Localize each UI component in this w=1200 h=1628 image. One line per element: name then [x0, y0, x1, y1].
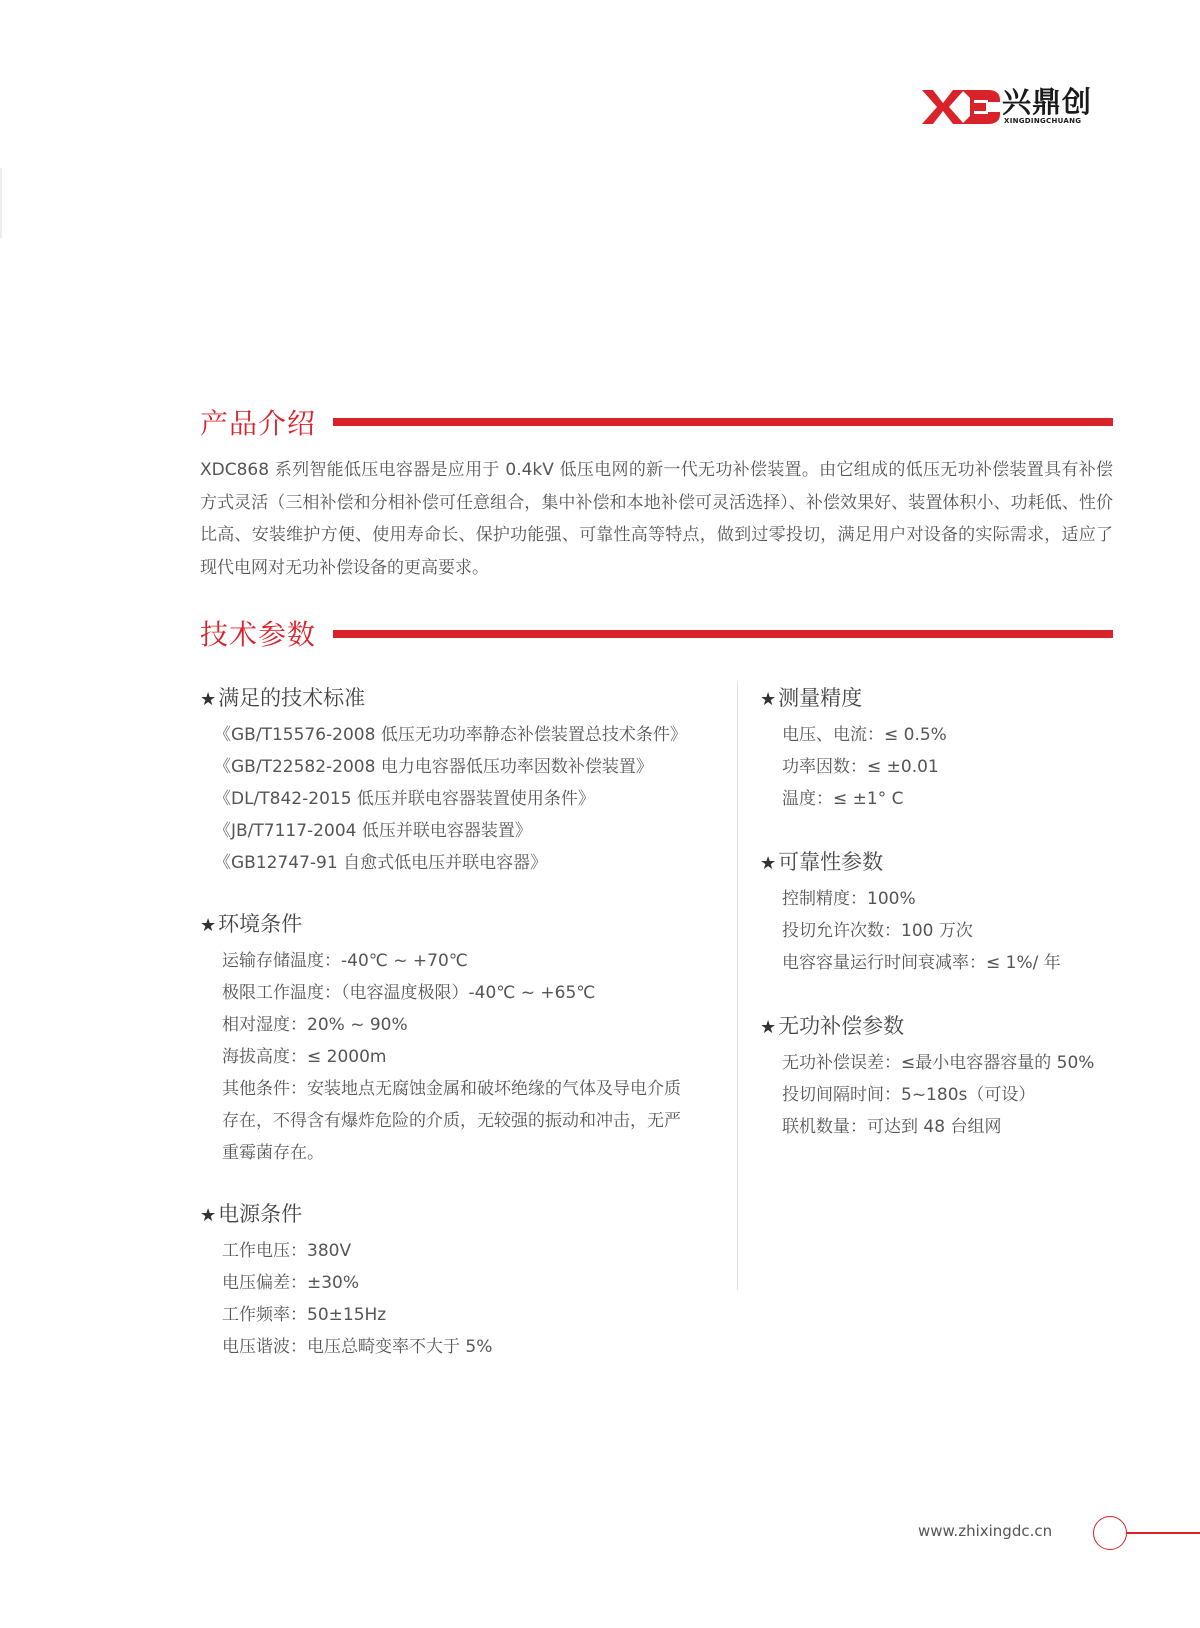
brand-name-cn: 兴鼎创	[1002, 85, 1093, 119]
group-reliability	[760, 847, 1094, 979]
group-standards	[200, 683, 692, 879]
tech-title-rule	[333, 630, 1113, 638]
list-item: 投切间隔时间：5~180s（可设）	[782, 1085, 1036, 1105]
group-heading: ★测量精度	[760, 686, 863, 710]
star-icon: ★	[760, 1017, 777, 1038]
list-item: 相对湿度：20% ~ 90%	[222, 1015, 408, 1035]
tech-right-column	[760, 683, 1094, 1143]
intro-text: XDC868 系列智能低压电容器是应用于 0.4kV 低压电网的新一代无功补偿装置。由它组成的低压无功补偿装置具有补偿方式灵活（三相补偿和分相补偿可任意组合，集中补偿和本地补偿可灵活选择）、补偿效果好、装置体积小、功耗低、性价比高、安装维护方便、使用寿命长、保护功能强、可靠性高等特点，做到过零投切，满足用户对设备的实际需求，适应了现代电网对无功补偿设备的更高要求。	[200, 460, 1113, 578]
list-item: 《GB12747-91 自愈式低电压并联电容器》	[214, 853, 548, 873]
list-item: 《GB/T22582-2008 电力电容器低压功率因数补偿装置》	[214, 757, 653, 777]
list-item: 控制精度：100%	[782, 889, 916, 909]
footer-url[interactable]: www.zhixingdc.cn	[918, 1522, 1053, 1540]
list-item: 电压谐波：电压总畸变率不大于 5%	[222, 1337, 493, 1357]
footer-rule	[1127, 1532, 1200, 1534]
group-environment	[200, 909, 692, 1169]
xd-logo-mark-icon	[922, 86, 1002, 128]
column-divider	[737, 682, 738, 1290]
intro-title-rule	[333, 418, 1113, 426]
star-icon: ★	[760, 853, 777, 874]
star-icon: ★	[760, 689, 777, 710]
list-item: 工作电压：380V	[222, 1241, 352, 1261]
list-item: 电容容量运行时间衰减率：≤ 1%/ 年	[782, 953, 1061, 973]
list-item: 《DL/T842-2015 低压并联电容器装置使用条件》	[214, 789, 595, 809]
list-item: 运输存储温度：-40℃ ~ +70℃	[222, 951, 468, 971]
list-item: 海拔高度：≤ 2000m	[222, 1047, 387, 1067]
star-icon: ★	[200, 1205, 217, 1226]
list-item: 其他条件：安装地点无腐蚀金属和破坏绝缘的气体及导电介质存在，不得含有爆炸危险的介质，无较强的振动和冲击，无严重霉菌存在。	[222, 1079, 681, 1163]
list-item: 极限工作温度：（电容温度极限）-40℃ ~ +65℃	[222, 983, 596, 1003]
brand-logo	[922, 86, 1102, 130]
group-heading: ★电源条件	[200, 1202, 303, 1226]
list-item: 投切允许次数：100 万次	[782, 921, 973, 941]
list-item: 无功补偿误差：≤最小电容器容量的 50%	[782, 1053, 1095, 1073]
list-item: 《JB/T7117-2004 低压并联电容器装置》	[214, 821, 532, 841]
list-item: 工作频率：50±15Hz	[222, 1305, 387, 1325]
tech-left-column	[200, 683, 692, 1363]
group-power	[200, 1199, 692, 1363]
star-icon: ★	[200, 689, 217, 710]
list-item: 功率因数：≤ ±0.01	[782, 757, 939, 777]
intro-title: 产品介绍	[200, 407, 317, 440]
list-item: 电压偏差：±30%	[222, 1273, 360, 1293]
page-edge-mark	[0, 168, 2, 238]
list-item: 电压、电流：≤ 0.5%	[782, 725, 947, 745]
group-heading: ★满足的技术标准	[200, 686, 366, 710]
tech-title: 技术参数	[200, 618, 317, 651]
group-heading: ★环境条件	[200, 912, 303, 936]
group-measurement	[760, 683, 1094, 815]
list-item: 温度：≤ ±1° C	[782, 789, 904, 809]
star-icon: ★	[200, 915, 217, 936]
list-item: 联机数量：可达到 48 台组网	[782, 1117, 1002, 1137]
brand-name-en: XINGDINGCHUANG	[1004, 117, 1082, 125]
circle-mark-icon	[1093, 1516, 1127, 1550]
group-heading: ★无功补偿参数	[760, 1014, 905, 1038]
group-reactive-compensation	[760, 1011, 1094, 1143]
group-heading: ★可靠性参数	[760, 850, 884, 874]
list-item: 《GB/T15576-2008 低压无功功率静态补偿装置总技术条件》	[214, 725, 687, 745]
